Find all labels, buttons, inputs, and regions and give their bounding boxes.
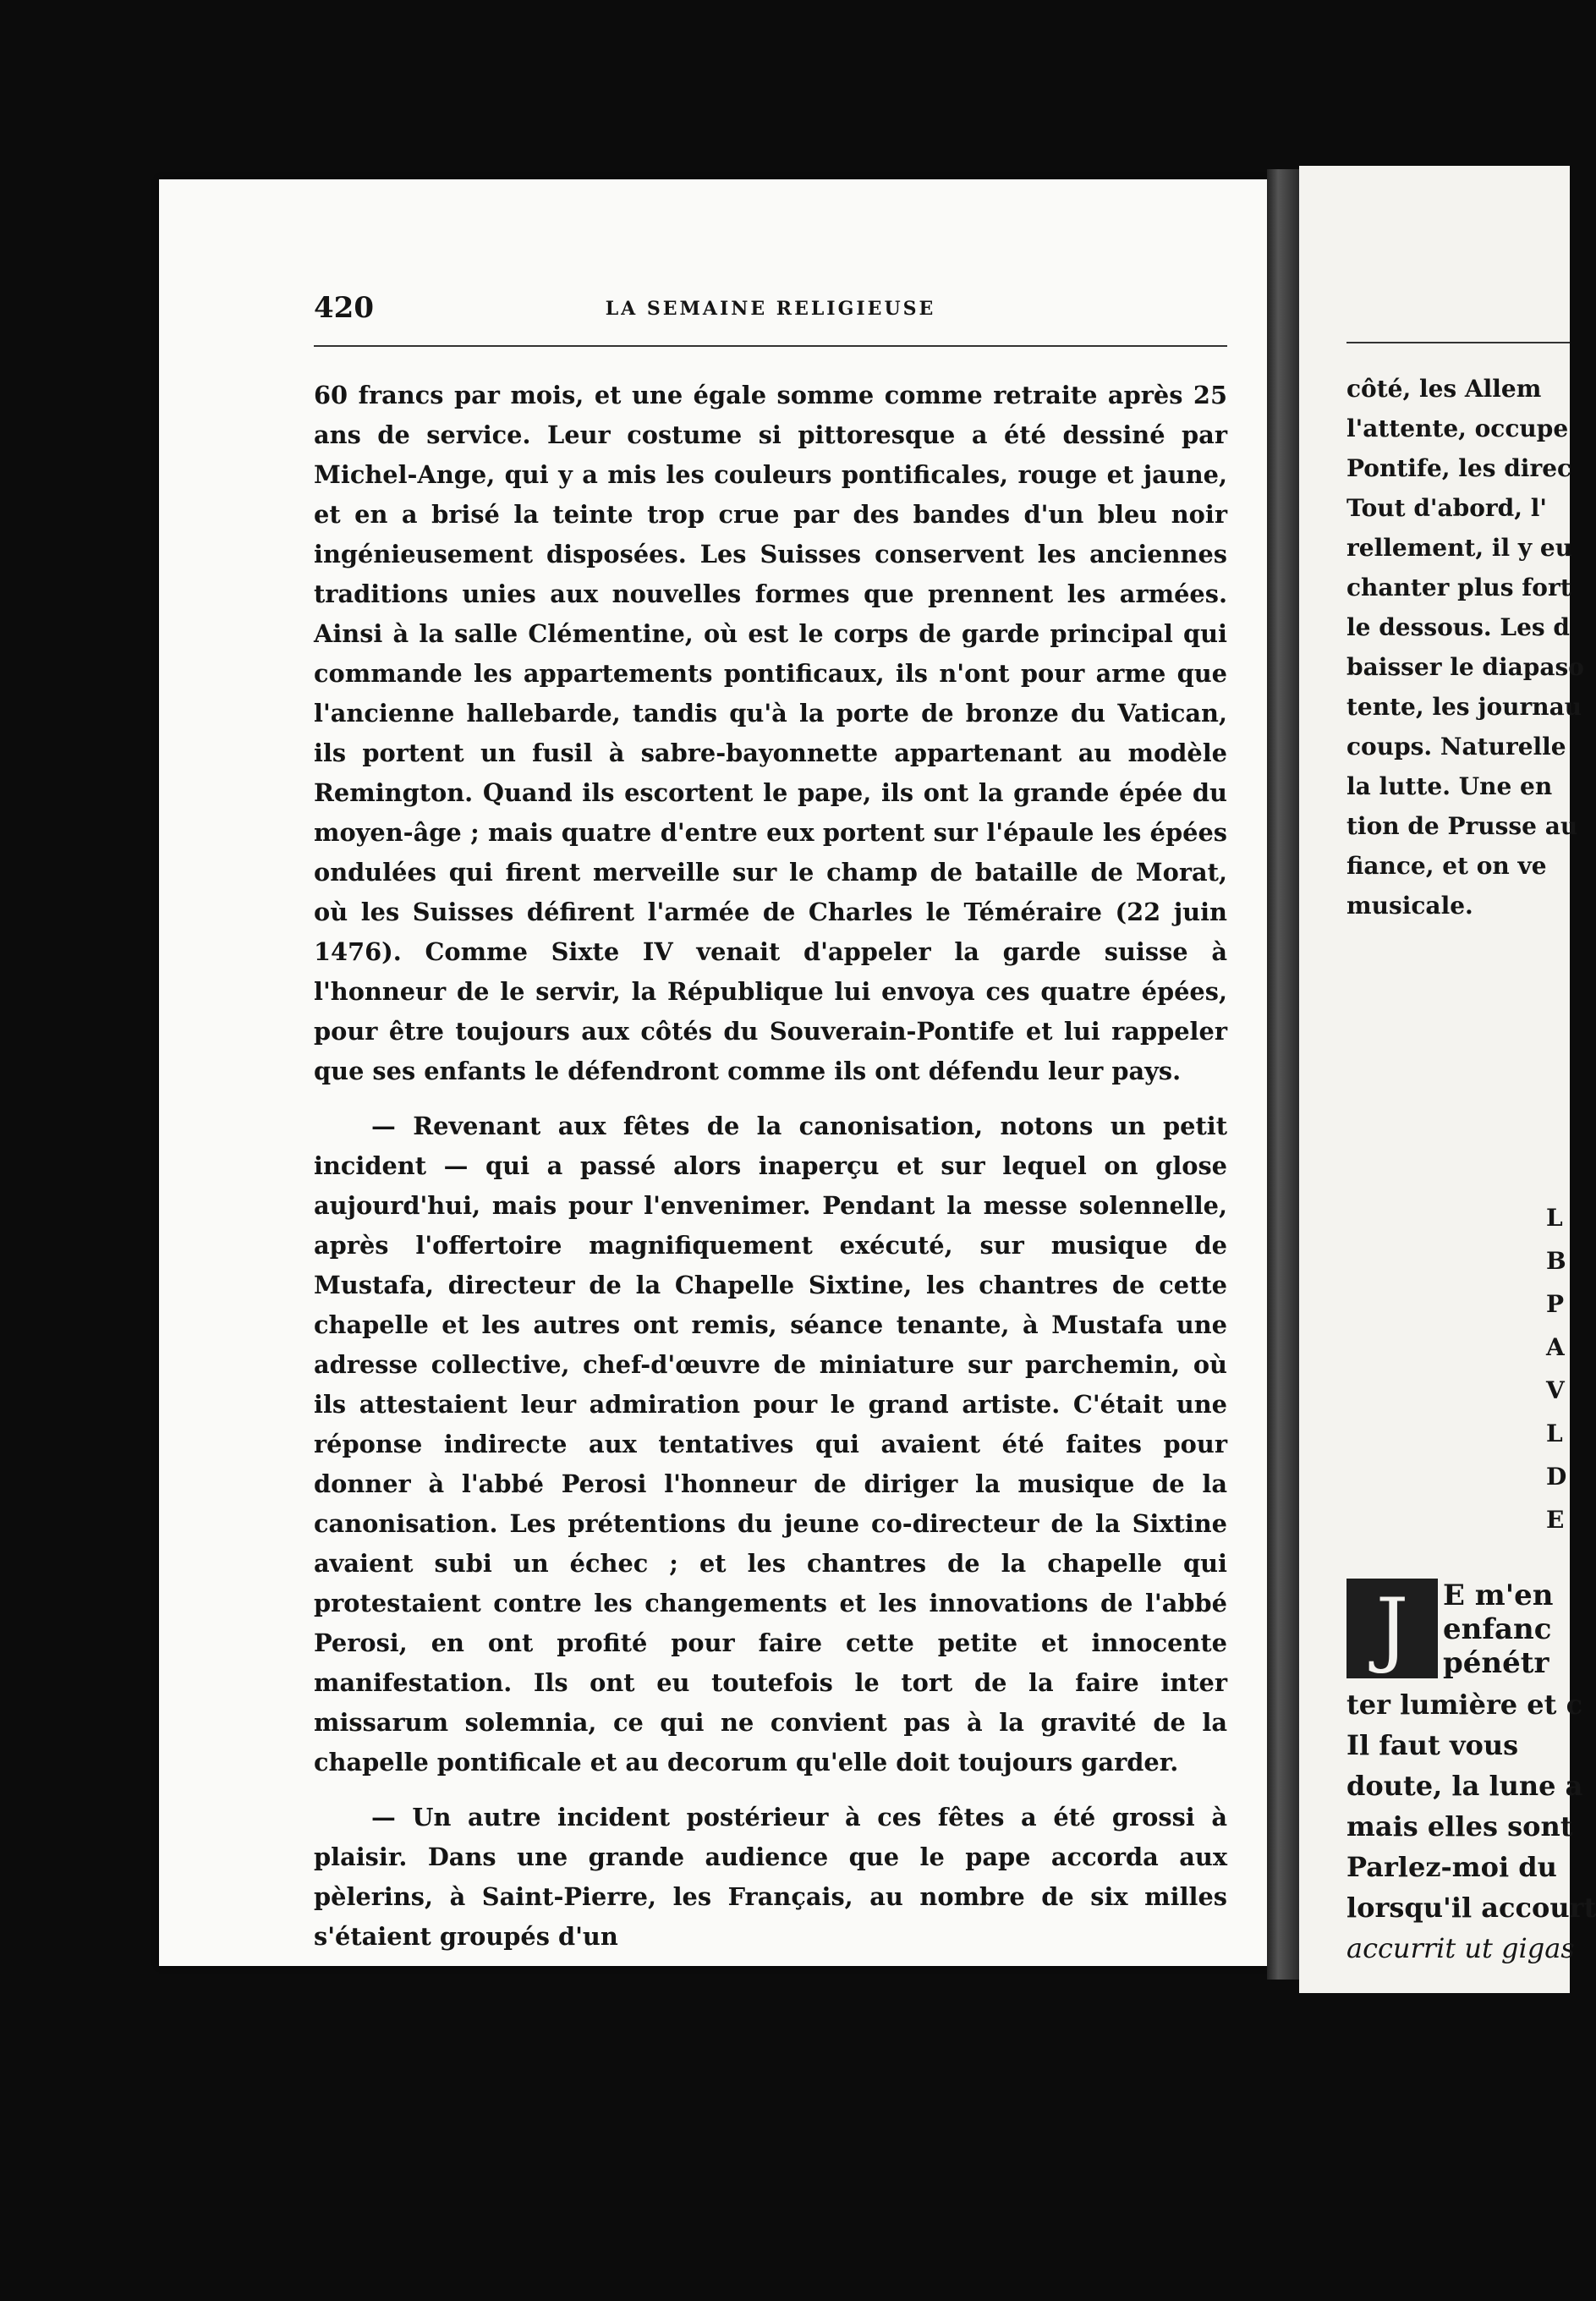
- text-line: lorsqu'il accourt: [1346, 1892, 1596, 1924]
- ornamental-dropcap: J: [1346, 1579, 1438, 1678]
- column-letter: L: [1546, 1420, 1563, 1447]
- text-line: Pontife, les direc: [1346, 454, 1572, 482]
- text-line: la lutte. Une en: [1346, 772, 1553, 800]
- right-header-rule: [1346, 342, 1570, 343]
- text-line: tion de Prusse au: [1346, 812, 1578, 840]
- paragraph: 60 francs par mois, et une égale somme comme retraite après 25 ans de service. Leur costume si pittoresque a été dessiné par Michel-Ange, qui y a mis les couleurs pontificales, rouge et jaune, et en a brisé la teinte trop crue par des bandes d'un bleu noir ingénieusement disposées. Les Suisses conservent les anciennes traditions unies aux nouvelles formes que prennent les armées. Ainsi à la salle Clémentine, où est le corps de garde principal qui commande les appartements pontificaux, ils n'ont pour arme que l'ancienne hallebarde, tandis qu'à la porte de bronze du Vatican, ils portent un fusil à sabre-bayonnette appartenant au modèle Remington. Quand ils escortent le pape, ils ont la grande épée du moyen-âge ; mais quatre d'entre eux portent sur l'épaule les épées ondulées qui firent merveille sur le champ de bataille de Morat, où les Suisses défirent l'armée de Charles le Téméraire (22 juin 1476). Comme Sixte IV venait d'appeler la garde suisse à l'honneur de le servir, la République lui envoya ces quatre épées, pour être toujours aux côtés du Souverain-Pontife et lui rappeler que ses enfants le défendront comme ils ont défendu leur pays.: [314, 381, 1227, 1085]
- text-line: baisser le diapaso: [1346, 653, 1584, 681]
- text-line: Il faut vous: [1346, 1729, 1519, 1761]
- column-letter: B: [1546, 1247, 1566, 1275]
- column-letter: D: [1546, 1463, 1567, 1491]
- text-line: fiance, et on ve: [1346, 852, 1547, 880]
- right-page: [1299, 166, 1596, 1993]
- column-letter: E: [1546, 1506, 1565, 1534]
- column-letter: L: [1546, 1204, 1563, 1232]
- paragraph: — Revenant aux fêtes de la canonisation, notons un petit incident — qui a passé alors inaperçu et sur lequel on glose aujourd'hui, mais pour l'envenimer. Pendant la messe solennelle, après l'offertoire magnifiquement exécuté, sur musique de Mustafa, directeur de la Chapelle Sixtine, les chantres de cette chapelle et les autres ont remis, séance tenante, à Mustafa une adresse collective, chef-d'œuvre de miniature sur parchemin, où ils attestaient leur admiration pour le grand artiste. C'était une réponse indirecte aux tentatives qui avaient été faites pour donner à l'abbé Perosi l'honneur de diriger la musique de la canonisation. Les prétentions du jeune co-directeur de la Sixtine avaient subi un échec ; et les chantres de la chapelle qui protestaient contre les changements et les innovations de l'abbé Perosi, en ont profité pour faire cette petite et innocente manifestation. Ils ont eu toutefois le tort de la faire inter missarum solemnia, ce qui ne convient pas à la gravité de la chapelle pontificale et au decorum qu'elle doit toujours garder.: [314, 1112, 1227, 1777]
- text-line: mais elles sont: [1346, 1810, 1573, 1842]
- text-line: coups. Naturelle: [1346, 733, 1566, 761]
- text-line: pénétr: [1443, 1646, 1549, 1680]
- paragraph: — Un autre incident postérieur à ces fêtes a été grossi à plaisir. Dans une grande audience que le pape accorda aux pèlerins, à Saint-Pierre, les Français, au nombre de six milles s'étaient groupés d'un: [314, 1803, 1227, 1951]
- text-line: côté, les Allem: [1346, 375, 1542, 403]
- column-letter: A: [1546, 1333, 1565, 1361]
- column-letter: P: [1546, 1290, 1565, 1318]
- after-dropcap-text: [1346, 1684, 1596, 1969]
- running-title: LA SEMAINE RELIGIEUSE: [605, 298, 936, 320]
- header-rule: [314, 345, 1227, 347]
- left-page: [159, 179, 1267, 1966]
- text-line: accurrit ut gigas: [1346, 1932, 1575, 1964]
- text-line: Tout d'abord, l': [1346, 494, 1547, 522]
- right-page-text: [1346, 369, 1584, 925]
- page-number: 420: [314, 291, 374, 325]
- text-line: E m'en: [1443, 1579, 1554, 1612]
- text-line: chanter plus fort: [1346, 574, 1571, 601]
- text-line: tente, les journau: [1346, 693, 1582, 721]
- book-gutter: [1267, 169, 1299, 1980]
- column-letter: V: [1546, 1376, 1565, 1404]
- dropcap-lines: [1443, 1579, 1554, 1680]
- text-line: enfanc: [1443, 1612, 1552, 1646]
- text-line: doute, la lune a: [1346, 1770, 1583, 1802]
- text-line: rellement, il y eu: [1346, 534, 1573, 562]
- text-line: musicale.: [1346, 892, 1473, 920]
- text-line: l'attente, occupe: [1346, 415, 1569, 442]
- article-body: [314, 376, 1227, 1957]
- page-header: [314, 291, 1227, 325]
- text-line: Parlez-moi du: [1346, 1851, 1557, 1883]
- text-line: ter lumière et c: [1346, 1689, 1583, 1721]
- text-line: le dessous. Les d: [1346, 613, 1571, 641]
- right-letter-column: [1546, 1196, 1566, 1541]
